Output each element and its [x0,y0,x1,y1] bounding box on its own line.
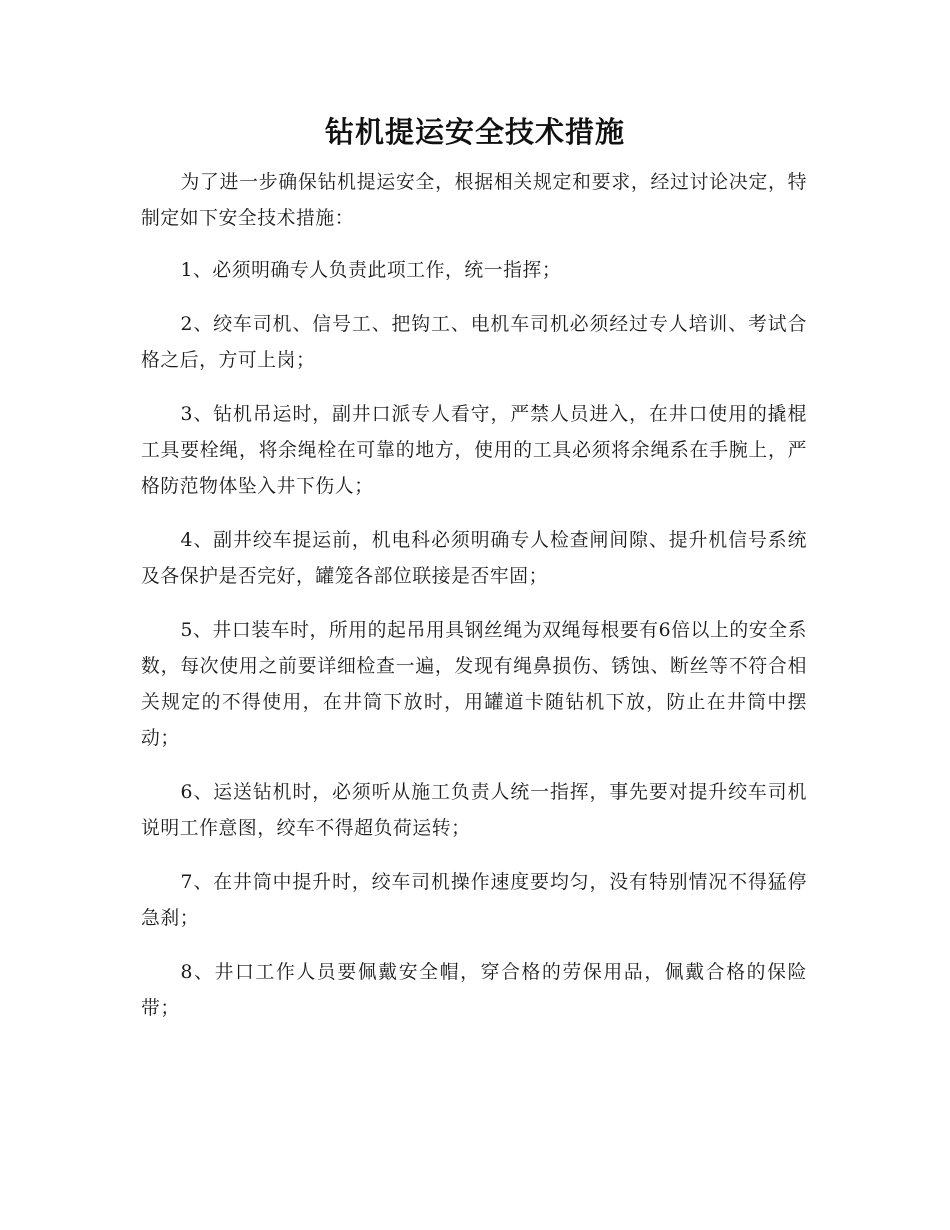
measure-item-6: 6、运送钻机时，必须听从施工负责人统一指挥，事先要对提升绞车司机说明工作意图，绞车不得超负荷运转； [141,782,807,839]
document-title: 钻机提运安全技术措施 [324,115,625,149]
measure-item-2: 2、绞车司机、信号工、把钩工、电机车司机必须经过专人培训、考试合格之后，方可上岗； [141,314,807,371]
measure-item-3: 3、钻机吊运时，副井口派专人看守，严禁人员进入，在井口使用的撬棍工具要栓绳，将余绳栓在可靠的地方，使用的工具必须将余绳系在手腕上，严格防范物体坠入井下伤人； [141,404,807,497]
measure-item-1: 1、必须明确专人负责此项工作，统一指挥； [180,260,562,281]
measure-item-7: 7、在井筒中提升时，绞车司机操作速度要均匀，没有特别情况不得猛停急刹； [141,872,807,929]
measure-item-4: 4、副井绞车提运前，机电科必须明确专人检查闸间隙、提升机信号系统及各保护是否完好，罐笼各部位联接是否牢固； [141,530,807,587]
measure-item-8: 8、井口工作人员要佩戴安全帽，穿合格的劳保用品，佩戴合格的保险带； [141,962,807,1019]
document-body [141,165,807,1045]
measure-item-5: 5、井口装车时，所用的起吊用具钢丝绳为双绳每根要有6倍以上的安全系数，每次使用之前要详细检查一遍，发现有绳鼻损伤、锈蚀、断丝等不符合相关规定的不得使用，在井筒下放时，用罐道卡随钻机下放，防止在井筒中摆动； [141,620,807,749]
intro-paragraph: 为了进一步确保钻机提运安全，根据相关规定和要求，经过讨论决定，特制定如下安全技术措施： [141,172,807,229]
